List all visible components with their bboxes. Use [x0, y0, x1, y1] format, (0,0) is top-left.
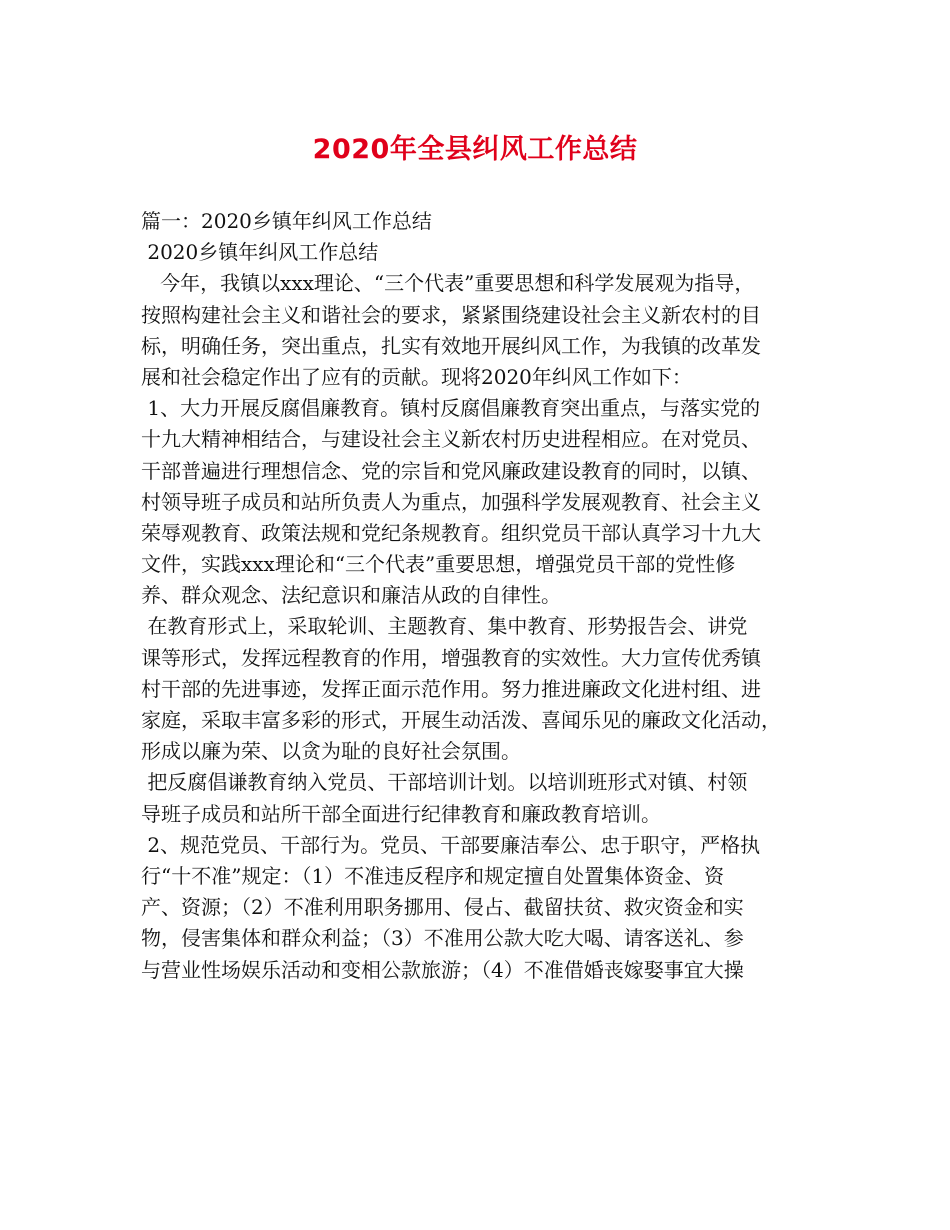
text-line: 课等形式，发挥远程教育的作用，增强教育的实效性。大力宣传优秀镇 — [141, 645, 761, 670]
text-line: 产、资源；（2）不准利用职务挪用、侵占、截留扶贫、救灾资金和实 — [141, 895, 744, 920]
text-line: 村干部的先进事迹，发挥正面示范作用。努力推进廉政文化进村组、进 — [141, 676, 761, 701]
text-line: 把反腐倡谦教育纳入党员、干部培训计划。以培训班形式对镇、村领 — [141, 770, 748, 795]
text-line: 2、规范党员、干部行为。党员、干部要廉洁奉公、忠于职守，严格执 — [141, 832, 761, 857]
text-line: 干部普遍进行理想信念、党的宗旨和党风廉政建设教育的同时，以镇、 — [141, 458, 761, 483]
text-line: 荣辱观教育、政策法规和党纪条规教育。组织党员干部认真学习十九大 — [141, 520, 761, 545]
text-line: 文件，实践xxx理论和“三个代表”重要思想，增强党员干部的党性修 — [141, 552, 736, 577]
text-line: 标，明确任务，突出重点，扎实有效地开展纠风工作，为我镇的改革发 — [141, 333, 761, 358]
text-line: 形成以廉为荣、以贪为耻的良好社会氛围。 — [141, 739, 521, 764]
document-body — [141, 206, 831, 986]
text-line: 与营业性场娱乐活动和变相公款旅游；（4）不准借婚丧嫁娶事宜大操 — [141, 957, 744, 982]
text-line: 村领导班子成员和站所负责人为重点，加强科学发展观教育、社会主义 — [141, 489, 761, 514]
text-line: 十九大精神相结合，与建设社会主义新农村历史进程相应。在对党员、 — [141, 427, 761, 452]
text-line: 行“十不准”规定：（1）不准违反程序和规定擅自处置集体资金、资 — [141, 863, 725, 888]
text-line: 养、群众观念、法纪意识和廉洁从政的自律性。 — [141, 583, 561, 608]
text-line: 导班子成员和站所干部全面进行纪律教育和廉政教育培训。 — [141, 801, 661, 826]
text-line: 1、大力开展反腐倡廉教育。镇村反腐倡廉教育突出重点，与落实党的 — [141, 396, 761, 421]
text-line: 在教育形式上，采取轮训、主题教育、集中教育、形势报告会、讲党 — [141, 614, 748, 639]
text-line: 物，侵害集体和群众利益；（3）不准用公款大吃大喝、请客送礼、参 — [141, 926, 744, 951]
text-line: 家庭，采取丰富多彩的形式，开展生动活泼、喜闻乐见的廉政文化活动， — [141, 708, 781, 732]
text-line: 2020乡镇年纠风工作总结 — [141, 240, 379, 265]
text-line: 按照构建社会主义和谐社会的要求，紧紧围绕建设社会主义新农村的目 — [141, 302, 761, 327]
text-line: 今年，我镇以xxx理论、“三个代表”重要思想和科学发展观为指导， — [141, 271, 755, 296]
text-line: 展和社会稳定作出了应有的贡献。现将2020年纠风工作如下： — [141, 364, 692, 389]
text-line: 篇一：2020乡镇年纠风工作总结 — [141, 209, 432, 233]
document-title: 2020年全县纠风工作总结 — [312, 134, 638, 165]
